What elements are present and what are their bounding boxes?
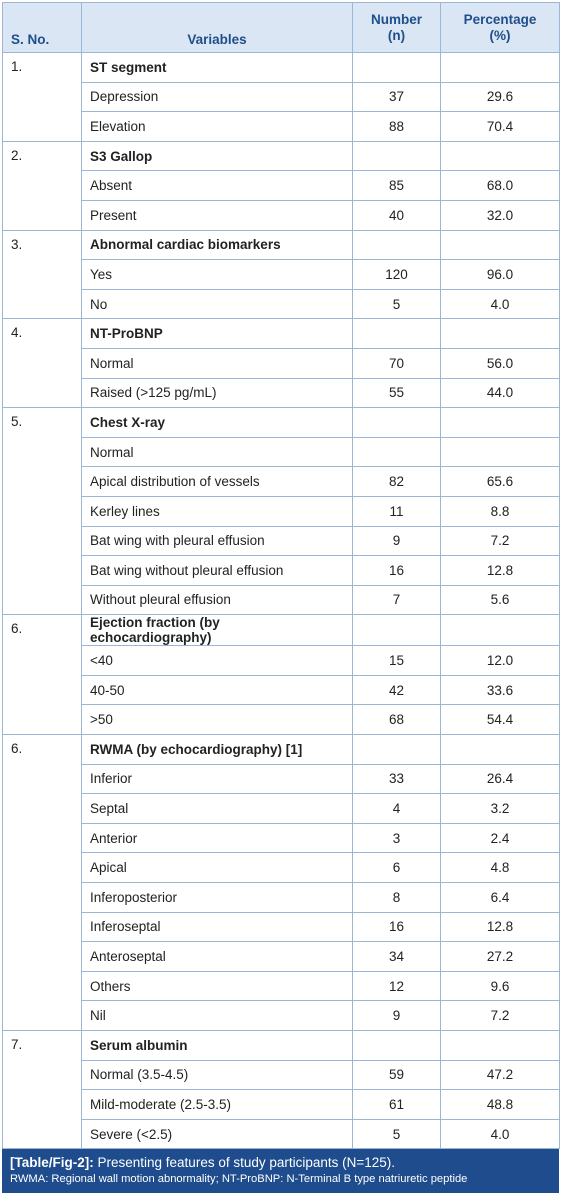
percentage-cell: 4.0 <box>441 289 560 319</box>
caption-label: [Table/Fig-2]: <box>10 1155 94 1171</box>
number-cell: 120 <box>353 260 441 290</box>
empty-number-cell <box>353 735 441 765</box>
group-header-row <box>3 615 560 646</box>
group-header-row <box>3 141 560 171</box>
percentage-cell: 6.4 <box>441 883 560 913</box>
percentage-cell: 12.0 <box>441 646 560 676</box>
table-row <box>3 1060 560 1090</box>
header-variables: Variables <box>82 3 353 53</box>
table-row <box>3 82 560 112</box>
group-header-row <box>3 735 560 765</box>
table-row <box>3 912 560 942</box>
group-title-cell: Abnormal cardiac biomarkers <box>82 230 353 260</box>
number-cell: 55 <box>353 378 441 408</box>
percentage-cell: 12.8 <box>441 912 560 942</box>
variable-label-cell: <40 <box>82 646 353 676</box>
serial-number-cell: 6. <box>3 615 82 735</box>
table-row <box>3 794 560 824</box>
serial-number-cell: 2. <box>3 141 82 230</box>
serial-number-cell: 1. <box>3 53 82 142</box>
percentage-cell: 9.6 <box>441 971 560 1001</box>
table-row <box>3 1090 560 1120</box>
number-cell: 5 <box>353 289 441 319</box>
variable-label-cell: Inferior <box>82 764 353 794</box>
percentage-cell: 3.2 <box>441 794 560 824</box>
table-row <box>3 556 560 586</box>
table-row <box>3 289 560 319</box>
empty-number-cell <box>353 1031 441 1061</box>
percentage-cell: 8.8 <box>441 496 560 526</box>
group-header-row <box>3 408 560 438</box>
table-row <box>3 112 560 142</box>
header-number-line1: Number <box>370 11 422 27</box>
number-cell: 4 <box>353 794 441 824</box>
empty-percentage-cell <box>441 1031 560 1061</box>
number-cell: 5 <box>353 1119 441 1149</box>
caption-title <box>10 1154 551 1171</box>
number-cell: 42 <box>353 675 441 705</box>
table-row <box>3 348 560 378</box>
empty-number-cell <box>353 230 441 260</box>
variable-label-cell: Inferoseptal <box>82 912 353 942</box>
table-row <box>3 853 560 883</box>
empty-percentage-cell <box>441 615 560 646</box>
table-row <box>3 171 560 201</box>
percentage-cell: 33.6 <box>441 675 560 705</box>
variable-label-cell: Yes <box>82 260 353 290</box>
caption-footnote: RWMA: Regional wall motion abnormality; NT-ProBNP: N-Terminal B type natriuretic peptide <box>10 1173 468 1186</box>
number-cell: 34 <box>353 942 441 972</box>
empty-number-cell <box>353 615 441 646</box>
variable-label-cell: >50 <box>82 705 353 735</box>
number-cell: 9 <box>353 1001 441 1031</box>
serial-number-cell: 3. <box>3 230 82 319</box>
table-figure <box>2 2 559 1193</box>
group-title-cell: ST segment <box>82 53 353 83</box>
percentage-cell: 56.0 <box>441 348 560 378</box>
empty-percentage-cell <box>441 319 560 349</box>
variable-label-cell: Kerley lines <box>82 496 353 526</box>
empty-percentage-cell <box>441 230 560 260</box>
percentage-cell: 7.2 <box>441 526 560 556</box>
table-row <box>3 467 560 497</box>
variable-label-cell: Others <box>82 971 353 1001</box>
number-cell: 61 <box>353 1090 441 1120</box>
empty-number-cell <box>353 408 441 438</box>
group-title-cell: NT-ProBNP <box>82 319 353 349</box>
variable-label-cell: Apical <box>82 853 353 883</box>
variable-label-cell: Bat wing with pleural effusion <box>82 526 353 556</box>
variable-label-cell: Inferoposterior <box>82 883 353 913</box>
variable-label-cell: Absent <box>82 171 353 201</box>
percentage-cell: 48.8 <box>441 1090 560 1120</box>
empty-number-cell <box>353 53 441 83</box>
empty-number-cell <box>353 319 441 349</box>
percentage-cell: 54.4 <box>441 705 560 735</box>
number-cell: 33 <box>353 764 441 794</box>
number-cell <box>353 437 441 467</box>
percentage-cell: 47.2 <box>441 1060 560 1090</box>
percentage-cell: 4.0 <box>441 1119 560 1149</box>
header-percentage <box>441 3 560 53</box>
table-row <box>3 526 560 556</box>
variable-label-cell: Bat wing without pleural effusion <box>82 556 353 586</box>
number-cell: 59 <box>353 1060 441 1090</box>
group-header-row <box>3 1031 560 1061</box>
number-cell: 7 <box>353 585 441 615</box>
number-cell: 85 <box>353 171 441 201</box>
table-row <box>3 823 560 853</box>
serial-number-cell: 4. <box>3 319 82 408</box>
group-title-cell: Ejection fraction (by echocardiography) <box>82 615 353 646</box>
percentage-cell: 32.0 <box>441 200 560 230</box>
number-cell: 16 <box>353 912 441 942</box>
table-row <box>3 260 560 290</box>
table-body <box>3 53 560 1149</box>
serial-number-cell: 7. <box>3 1031 82 1149</box>
variable-label-cell: Nil <box>82 1001 353 1031</box>
percentage-cell: 68.0 <box>441 171 560 201</box>
percentage-cell: 70.4 <box>441 112 560 142</box>
variable-label-cell: Normal <box>82 348 353 378</box>
header-percentage-line1: Percentage <box>463 11 537 27</box>
variable-label-cell: Present <box>82 200 353 230</box>
group-header-row <box>3 53 560 83</box>
group-title-cell: Serum albumin <box>82 1031 353 1061</box>
percentage-cell: 2.4 <box>441 823 560 853</box>
header-number <box>353 3 441 53</box>
number-cell: 8 <box>353 883 441 913</box>
group-header-row <box>3 230 560 260</box>
percentage-cell: 12.8 <box>441 556 560 586</box>
table-row <box>3 200 560 230</box>
number-cell: 40 <box>353 200 441 230</box>
table-caption <box>2 1149 559 1193</box>
table-row <box>3 883 560 913</box>
variable-label-cell: Anterior <box>82 823 353 853</box>
table-row <box>3 942 560 972</box>
table-row <box>3 764 560 794</box>
variable-label-cell: Elevation <box>82 112 353 142</box>
number-cell: 37 <box>353 82 441 112</box>
group-title-cell: Chest X-ray <box>82 408 353 438</box>
variable-label-cell: Apical distribution of vessels <box>82 467 353 497</box>
variable-label-cell: Mild-moderate (2.5-3.5) <box>82 1090 353 1120</box>
serial-number-cell: 5. <box>3 408 82 615</box>
table-row <box>3 646 560 676</box>
variable-label-cell: Without pleural effusion <box>82 585 353 615</box>
number-cell: 3 <box>353 823 441 853</box>
variable-label-cell: Severe (<2.5) <box>82 1119 353 1149</box>
variable-label-cell: Depression <box>82 82 353 112</box>
header-row <box>3 3 560 53</box>
percentage-cell <box>441 437 560 467</box>
header-number-line2: (n) <box>387 27 406 43</box>
number-cell: 68 <box>353 705 441 735</box>
empty-percentage-cell <box>441 53 560 83</box>
header-percentage-line2: (%) <box>489 27 511 43</box>
variable-label-cell: Normal (3.5-4.5) <box>82 1060 353 1090</box>
percentage-cell: 5.6 <box>441 585 560 615</box>
participants-table <box>2 2 560 1149</box>
percentage-cell: 26.4 <box>441 764 560 794</box>
variable-label-cell: Raised (>125 pg/mL) <box>82 378 353 408</box>
percentage-cell: 44.0 <box>441 378 560 408</box>
table-row <box>3 971 560 1001</box>
empty-percentage-cell <box>441 141 560 171</box>
number-cell: 88 <box>353 112 441 142</box>
number-cell: 9 <box>353 526 441 556</box>
number-cell: 11 <box>353 496 441 526</box>
variable-label-cell: No <box>82 289 353 319</box>
percentage-cell: 27.2 <box>441 942 560 972</box>
number-cell: 15 <box>353 646 441 676</box>
group-header-row <box>3 319 560 349</box>
header-sno: S. No. <box>3 3 82 53</box>
table-row <box>3 437 560 467</box>
group-title-cell: S3 Gallop <box>82 141 353 171</box>
group-title-cell: RWMA (by echocardiography) [1] <box>82 735 353 765</box>
number-cell: 12 <box>353 971 441 1001</box>
caption-text: Presenting features of study participants (N=125). <box>93 1155 396 1171</box>
number-cell: 16 <box>353 556 441 586</box>
empty-number-cell <box>353 141 441 171</box>
number-cell: 6 <box>353 853 441 883</box>
percentage-cell: 96.0 <box>441 260 560 290</box>
percentage-cell: 7.2 <box>441 1001 560 1031</box>
serial-number-cell: 6. <box>3 735 82 1031</box>
number-cell: 70 <box>353 348 441 378</box>
table-row <box>3 1119 560 1149</box>
percentage-cell: 4.8 <box>441 853 560 883</box>
table-row <box>3 1001 560 1031</box>
variable-label-cell: Septal <box>82 794 353 824</box>
empty-percentage-cell <box>441 735 560 765</box>
empty-percentage-cell <box>441 408 560 438</box>
table-row <box>3 705 560 735</box>
table-row <box>3 378 560 408</box>
variable-label-cell: Anteroseptal <box>82 942 353 972</box>
percentage-cell: 65.6 <box>441 467 560 497</box>
table-row <box>3 675 560 705</box>
table-row <box>3 496 560 526</box>
variable-label-cell: Normal <box>82 437 353 467</box>
variable-label-cell: 40-50 <box>82 675 353 705</box>
number-cell: 82 <box>353 467 441 497</box>
percentage-cell: 29.6 <box>441 82 560 112</box>
table-row <box>3 585 560 615</box>
